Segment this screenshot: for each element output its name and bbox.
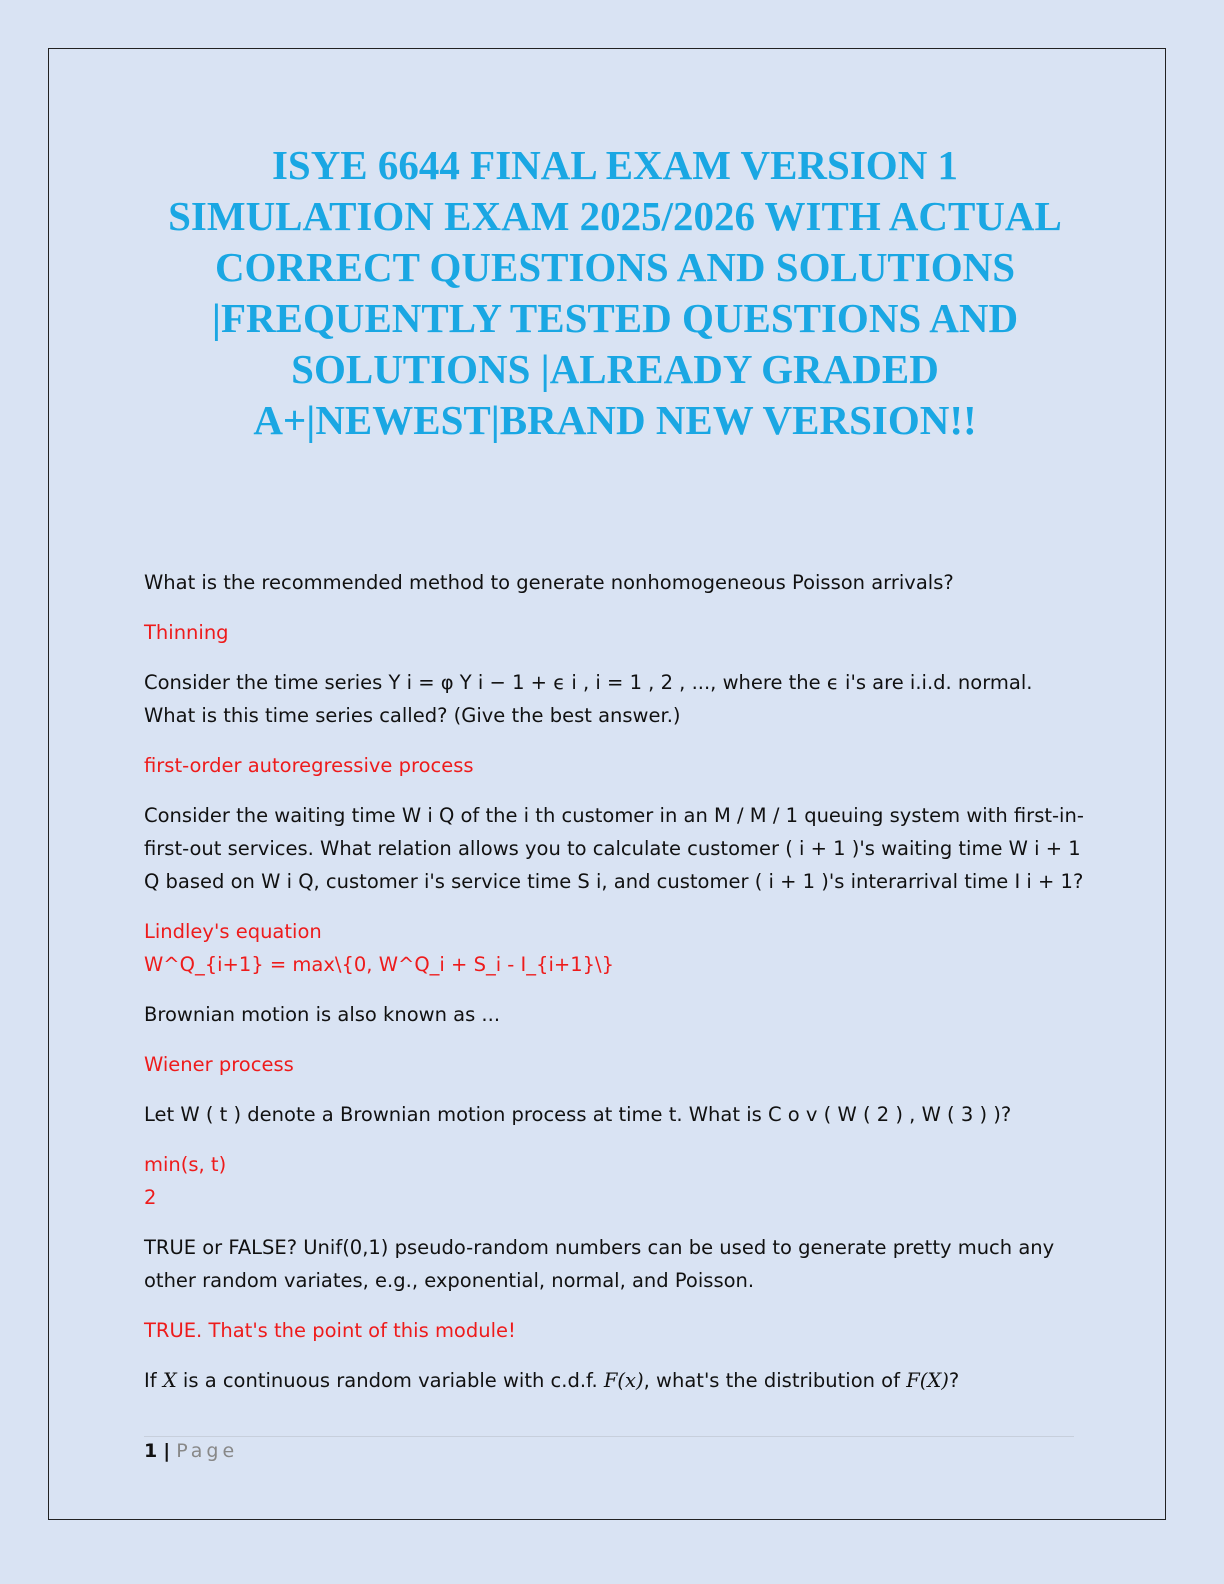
page-number: 1: [144, 1440, 158, 1462]
answer-1: Thinning: [144, 621, 229, 644]
answer-3-formula: W^Q_{i+1} = max\{0, W^Q_i + S_i - I_{i+1}\}: [144, 953, 614, 976]
question-3: Consider the waiting time W i Q of the i th customer in an M / M / 1 queuing system with first-in-first-out services. What relation allows you to calculate customer ( i + 1 )'s waiting time W i + 1 Q based on W i Q, customer i's service time S i, and customer ( i + 1 )'s interarrival time I i + 1?: [144, 804, 1084, 893]
question-1: What is the recommended method to generate nonhomogeneous Poisson arrivals?: [144, 571, 954, 594]
footer-separator: |: [163, 1440, 171, 1462]
title-line: SOLUTIONS |ALREADY GRADED: [291, 346, 939, 392]
page-footer: [144, 1440, 238, 1462]
q7-mid: is a continuous random variable with c.d.f.: [176, 1369, 604, 1392]
question-2: Consider the time series Y i = φ Y i − 1 + ϵ i , i = 1 , 2 , ..., where the ϵ i's are i.i.d. normal. What is this time series called? (Give the best answer.): [144, 671, 1033, 727]
footer-divider: [144, 1436, 1074, 1437]
title-line: ISYE 6644 FINAL EXAM VERSION 1: [271, 142, 959, 188]
title-line: A+|NEWEST|BRAND NEW VERSION!!: [253, 397, 977, 443]
q7-variable: X: [162, 1369, 177, 1392]
question-7: [144, 1364, 1084, 1397]
answer-6: TRUE. That's the point of this module!: [144, 1319, 516, 1342]
q7-end: ?: [948, 1369, 960, 1392]
answer-4: Wiener process: [144, 1053, 294, 1076]
title-line: CORRECT QUESTIONS AND SOLUTIONS: [214, 244, 1016, 290]
question-4: Brownian motion is also known as ...: [144, 1003, 501, 1026]
answer-2: first-order autoregressive process: [144, 754, 474, 777]
q7-cdf: F(x): [603, 1369, 644, 1392]
document-title: [120, 140, 1110, 446]
answer-5-formula: min(s, t): [144, 1153, 227, 1176]
question-6: TRUE or FALSE? Unif(0,1) pseudo-random numbers can be used to generate pretty much any other random variates, e.g., exponential, normal, and Poisson.: [144, 1236, 1055, 1292]
title-line: SIMULATION EXAM 2025/2026 WITH ACTUAL: [168, 193, 1062, 239]
q7-mid2: , what's the distribution of: [643, 1369, 907, 1392]
answer-3-title: Lindley's equation: [144, 920, 322, 943]
answer-5-value: 2: [144, 1186, 157, 1209]
title-line: |FREQUENTLY TESTED QUESTIONS AND: [211, 295, 1019, 341]
page-label: Page: [176, 1440, 239, 1462]
question-5: Let W ( t ) denote a Brownian motion process at time t. What is C o v ( W ( 2 ) , W ( 3 ) )?: [144, 1103, 1012, 1126]
q7-cdf-of-x: F(X): [906, 1369, 949, 1392]
q7-prefix: If: [144, 1369, 163, 1392]
qa-content: [144, 566, 1084, 1414]
